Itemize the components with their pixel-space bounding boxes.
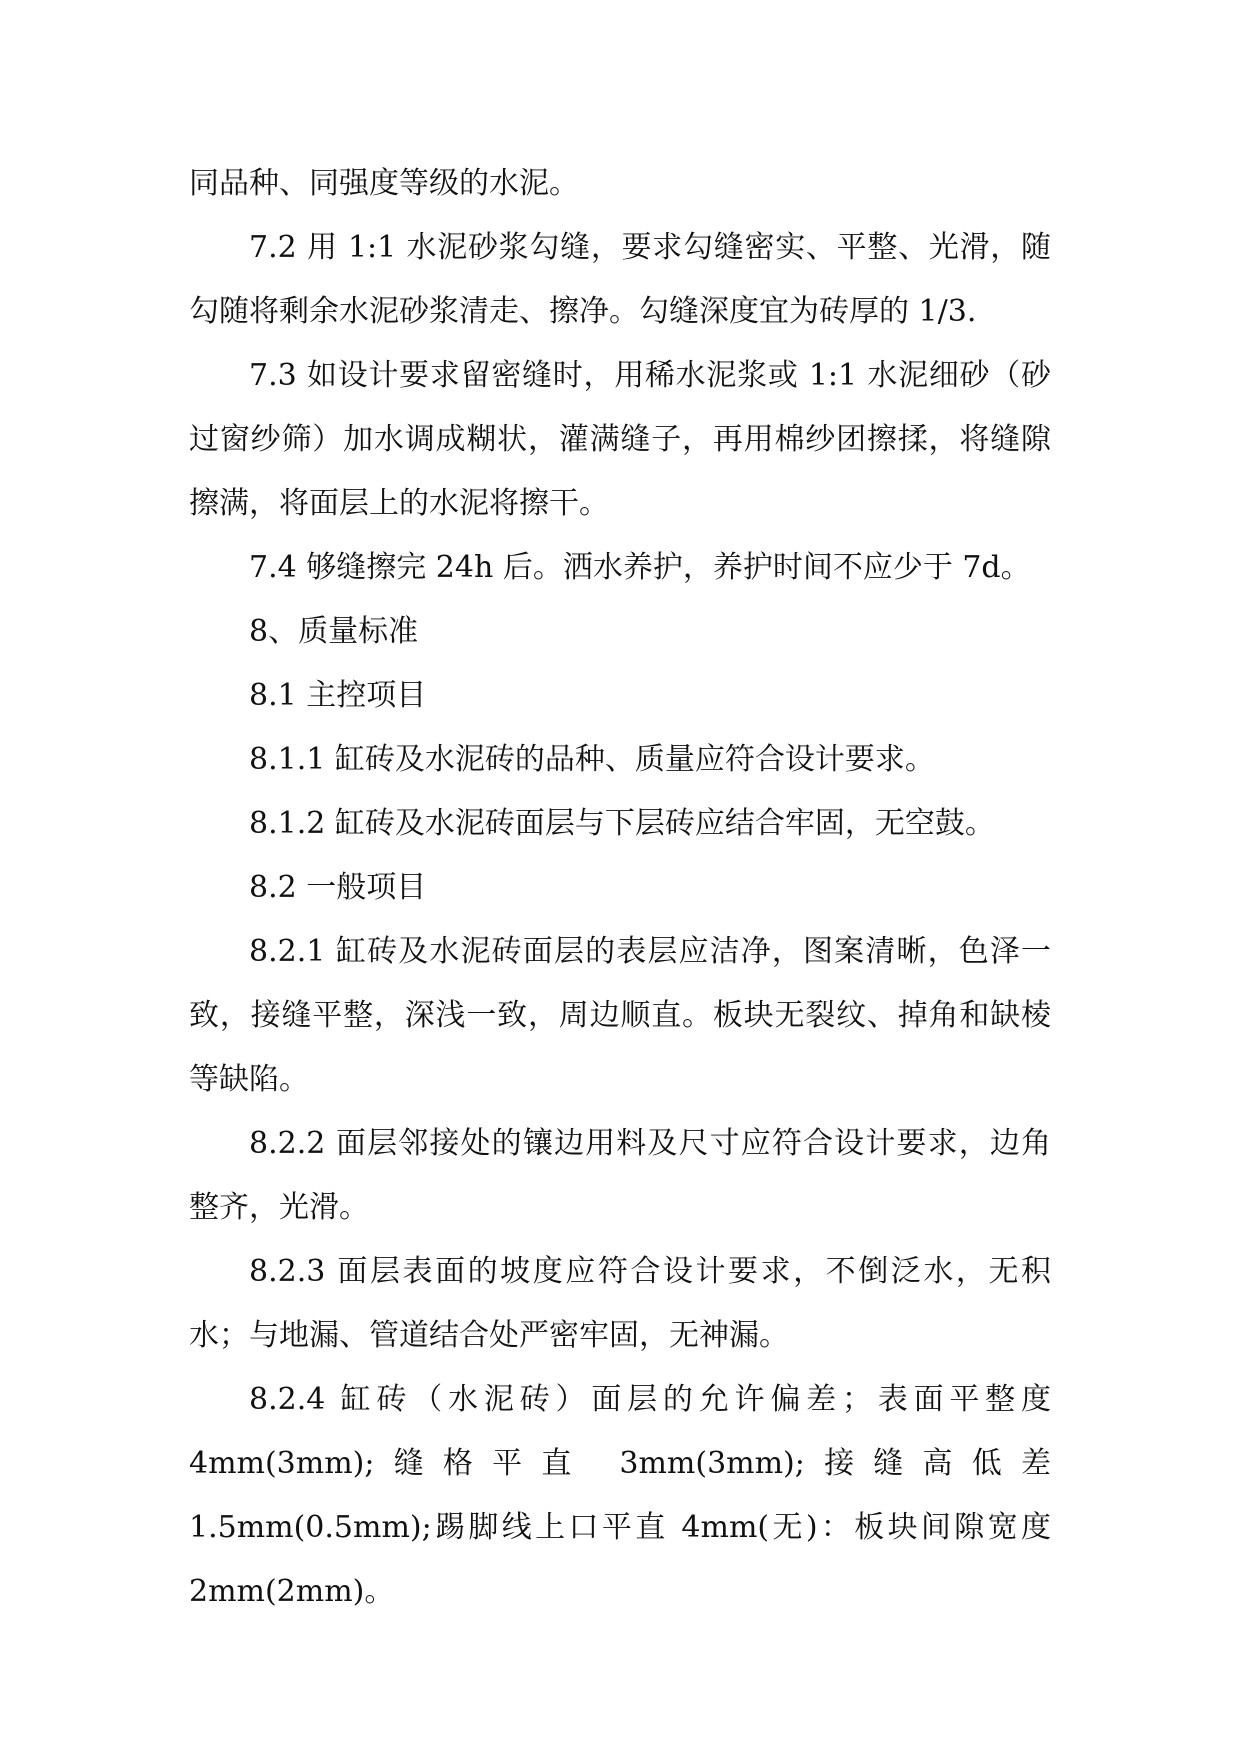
paragraph-cement-variety: 同品种、同强度等级的水泥。 [189, 166, 579, 201]
paragraph-8-2-4: 8.2.4 缸砖（水泥砖）面层的允许偏差；表面平整度 4mm(3mm);缝格平直 3mm(3mm);接缝高低差 1.5mm(0.5mm);踢脚线上口平直 4mm(无)：板块间隙宽度 2mm(2mm)。 [189, 1382, 1051, 1609]
paragraph-8-2-3: 8.2.3 面层表面的坡度应符合设计要求，不倒泛水，无积水；与地漏、管道结合处严密牢固，无神漏。 [189, 1254, 1051, 1353]
paragraph-8-1-1: 8.1.1 缸砖及水泥砖的品种、质量应符合设计要求。 [249, 742, 935, 777]
paragraph-7-2-pointing: 7.2 用 1:1 水泥砂浆勾缝，要求勾缝密实、平整、光滑，随勾随将剩余水泥砂浆清走、擦净。勾缝深度宜为砖厚的 1/3. [189, 230, 1051, 329]
paragraph-7-4-curing: 7.4 够缝擦完 24h 后。洒水养护，养护时间不应少于 7d。 [249, 550, 1031, 585]
paragraph-8-2-2: 8.2.2 面层邻接处的镶边用料及尺寸应符合设计要求，边角整齐，光滑。 [189, 1126, 1051, 1225]
heading-8-1-main-control: 8.1 主控项目 [249, 678, 427, 713]
paragraph-7-3-tight-joint: 7.3 如设计要求留密缝时，用稀水泥浆或 1:1 水泥细砂（砂过窗纱筛）加水调成糊状，灌满缝子，再用棉纱团擦揉，将缝隙擦满，将面层上的水泥将擦干。 [189, 358, 1051, 521]
heading-8-quality-standard: 8、质量标准 [249, 614, 419, 649]
paragraph-8-2-1: 8.2.1 缸砖及水泥砖面层的表层应洁净，图案清晰，色泽一致，接缝平整，深浅一致，周边顺直。板块无裂纹、掉角和缺棱等缺陷。 [189, 934, 1051, 1097]
document-body [189, 152, 1051, 1624]
paragraph-8-1-2: 8.1.2 缸砖及水泥砖面层与下层砖应结合牢固，无空鼓。 [249, 806, 995, 841]
heading-8-2-general-items: 8.2 一般项目 [249, 870, 427, 905]
